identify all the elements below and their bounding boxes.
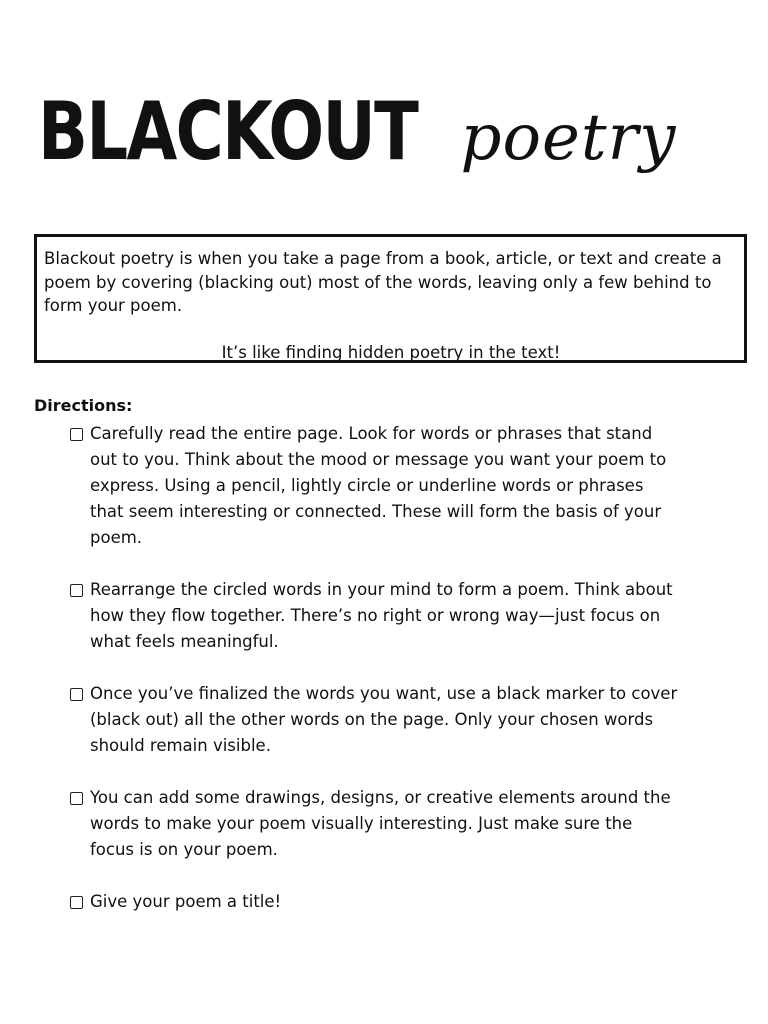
list-item <box>70 577 680 655</box>
step-text: Rearrange the circled words in your mind to form a poem. Think about how they flow together. There’s no right or wrong way—just focus on what feels meaningful. <box>90 580 673 651</box>
step-text: Carefully read the entire page. Look for words or phrases that stand out to you. Think about the mood or message you want your poem to express. Using a pencil, lightly circle or underline words or phrases that seem interesting or connected. These will form the basis of your poem. <box>90 424 667 547</box>
step-text: Once you’ve finalized the words you want, use a black marker to cover (black out) all the other words on the page. Only your chosen words should remain visible. <box>90 684 678 755</box>
checkbox-icon[interactable] <box>70 584 83 597</box>
checkbox-icon[interactable] <box>70 792 83 805</box>
step-text: You can add some drawings, designs, or creative elements around the words to make your poem visually interesting. Just make sure the focus is on your poem. <box>90 788 671 859</box>
list-item <box>70 785 680 863</box>
checkbox-icon[interactable] <box>70 688 83 701</box>
list-item <box>70 681 680 759</box>
title-blackout: BLACKOUT <box>38 85 418 178</box>
intro-tagline: It’s like finding hidden poetry in the text! <box>221 342 561 362</box>
directions-label: Directions: <box>34 396 133 415</box>
checkbox-icon[interactable] <box>70 896 83 909</box>
intro-definition: Blackout poetry is when you take a page from a book, article, or text and create a poem by covering (blacking out) most of the words, leaving only a few behind to form your poem. <box>44 249 722 315</box>
list-item <box>70 421 680 551</box>
page-title <box>38 85 677 178</box>
directions-list <box>70 421 680 941</box>
intro-box <box>34 234 747 363</box>
step-text: Give your poem a title! <box>90 892 282 911</box>
checkbox-icon[interactable] <box>70 428 83 441</box>
title-poetry: poetry <box>460 101 677 175</box>
list-item <box>70 889 680 915</box>
